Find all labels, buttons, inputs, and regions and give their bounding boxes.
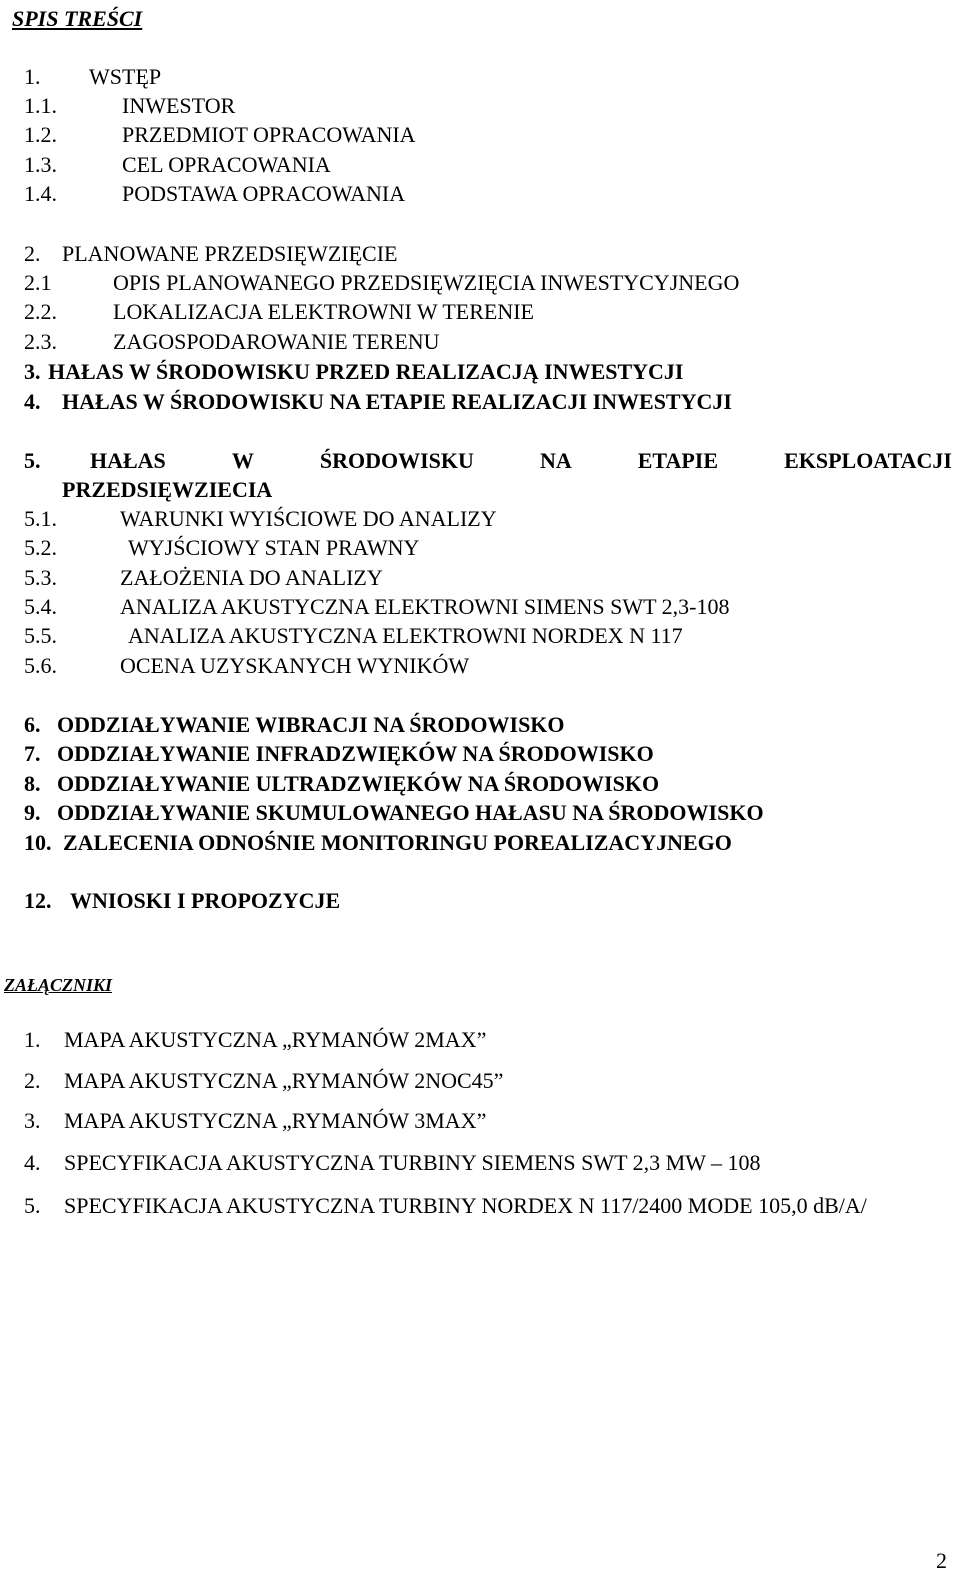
toc-number: 5.6.	[24, 653, 57, 678]
toc-title: PODSTAWA OPRACOWANIA	[122, 181, 406, 206]
toc-number: 2.1	[24, 270, 52, 295]
toc-title: OCENA UZYSKANYCH WYNIKÓW	[120, 653, 470, 678]
attachment-title: SPECYFIKACJA AKUSTYCZNA TURBINY SIEMENS SWT 2,3 MW – 108	[64, 1150, 761, 1175]
toc-number: 5.	[24, 448, 41, 473]
attachment-number: 1.	[24, 1027, 41, 1052]
toc-title: ODDZIAŁYWANIE INFRADZWIĘKÓW NA ŚRODOWISKO	[57, 741, 654, 766]
toc-number: 7.	[24, 741, 41, 766]
toc-title: WNIOSKI I PROPOZYCJE	[70, 888, 341, 913]
toc-title: HAŁAS W ŚRODOWISKU NA ETAPIE REALIZACJI INWESTYCJI	[62, 389, 732, 414]
toc-title-word: HAŁAS	[90, 448, 166, 473]
toc-title: ODDZIAŁYWANIE SKUMULOWANEGO HAŁASU NA ŚRODOWISKO	[57, 800, 764, 825]
attachments-heading: ZAŁĄCZNIKI	[4, 975, 113, 995]
toc-title: ANALIZA AKUSTYCZNA ELEKTROWNI SIMENS SWT 2,3-108	[120, 594, 730, 619]
toc-title: INWESTOR	[122, 93, 236, 118]
toc-title-word: ŚRODOWISKU	[319, 448, 474, 473]
toc-title: PRZEDMIOT OPRACOWANIA	[122, 122, 416, 147]
toc-title	[90, 448, 952, 474]
toc-number: 2.	[24, 241, 41, 266]
toc-title-continuation: PRZEDSIĘWZIECIA	[62, 477, 273, 502]
attachment-number: 3.	[24, 1108, 41, 1133]
page-title: SPIS TREŚCI	[12, 6, 143, 31]
toc-number: 5.5.	[24, 623, 57, 648]
toc-number: 10.	[24, 830, 52, 855]
toc-number: 5.1.	[24, 506, 57, 531]
toc-title-word: ETAPIE	[637, 448, 719, 473]
toc-number: 3.	[24, 359, 41, 384]
toc-title: WARUNKI WYIŚCIOWE DO ANALIZY	[120, 506, 497, 531]
toc-title-word: NA	[539, 448, 572, 473]
attachment-number: 2.	[24, 1068, 41, 1093]
attachment-title: MAPA AKUSTYCZNA „RYMANÓW 2MAX”	[64, 1027, 487, 1052]
attachment-title: MAPA AKUSTYCZNA „RYMANÓW 3MAX”	[64, 1108, 487, 1133]
toc-number: 2.2.	[24, 299, 57, 324]
toc-number: 5.4.	[24, 594, 57, 619]
toc-number: 8.	[24, 771, 41, 796]
toc-title: HAŁAS W ŚRODOWISKU PRZED REALIZACJĄ INWESTYCJI	[48, 359, 684, 384]
toc-title: ODDZIAŁYWANIE WIBRACJI NA ŚRODOWISKO	[57, 712, 565, 737]
toc-number: 1.3.	[24, 152, 57, 177]
toc-title: PLANOWANE PRZEDSIĘWZIĘCIE	[62, 241, 398, 266]
toc-number: 4.	[24, 389, 41, 414]
toc-title: ODDZIAŁYWANIE ULTRADZWIĘKÓW NA ŚRODOWISKO	[57, 771, 660, 796]
toc-title-word: W	[231, 448, 254, 473]
toc-number: 6.	[24, 712, 41, 737]
toc-title: OPIS PLANOWANEGO PRZEDSIĘWZIĘCIA INWESTYCYJNEGO	[113, 270, 740, 295]
toc-number: 1.1.	[24, 93, 57, 118]
page-number: 2	[936, 1548, 947, 1573]
toc-title: WSTĘP	[89, 64, 162, 89]
toc-number: 12.	[24, 888, 52, 913]
toc-title: ANALIZA AKUSTYCZNA ELEKTROWNI NORDEX N 117	[128, 623, 683, 648]
attachment-number: 5.	[24, 1193, 41, 1218]
toc-title: ZALECENIA ODNOŚNIE MONITORINGU POREALIZACYJNEGO	[63, 830, 732, 855]
toc-title: WYJŚCIOWY STAN PRAWNY	[128, 535, 420, 560]
toc-number: 1.2.	[24, 122, 57, 147]
toc-title-word: EKSPLOATACJI	[784, 448, 952, 473]
toc-number: 5.2.	[24, 535, 57, 560]
toc-number: 5.3.	[24, 565, 57, 590]
toc-number: 1.4.	[24, 181, 57, 206]
toc-number: 2.3.	[24, 329, 57, 354]
toc-title: CEL OPRACOWANIA	[122, 152, 331, 177]
toc-number: 9.	[24, 800, 41, 825]
toc-title: LOKALIZACJA ELEKTROWNI W TERENIE	[113, 299, 534, 324]
attachment-title: MAPA AKUSTYCZNA „RYMANÓW 2NOC45”	[64, 1068, 504, 1093]
toc-title: ZAŁOŻENIA DO ANALIZY	[120, 565, 383, 590]
attachment-number: 4.	[24, 1150, 41, 1175]
toc-number: 1.	[24, 64, 41, 89]
attachment-title: SPECYFIKACJA AKUSTYCZNA TURBINY NORDEX N 117/2400 MODE 105,0 dB/A/	[64, 1193, 867, 1218]
toc-title: ZAGOSPODAROWANIE TERENU	[113, 329, 440, 354]
